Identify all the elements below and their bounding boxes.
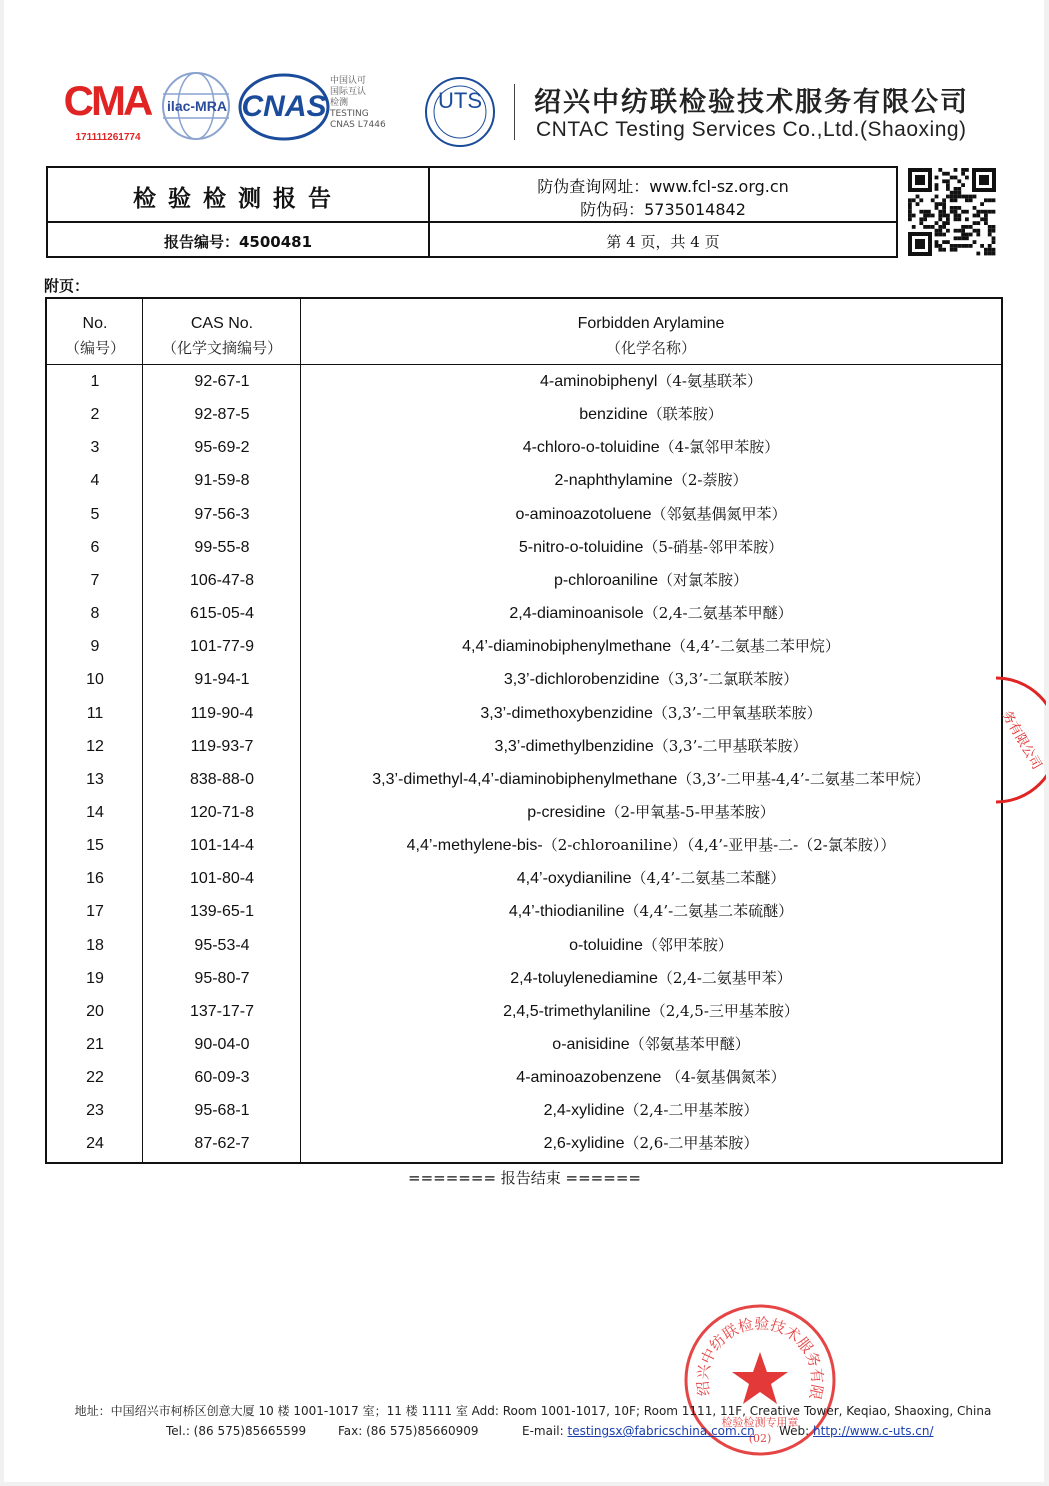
row-chemical-name (301, 630, 1001, 663)
row-chemical-name (301, 697, 1001, 730)
email-link[interactable]: testingsx@fabricschina.com.cn (567, 1424, 755, 1438)
report-header-box (46, 166, 898, 258)
row-chemical-name (301, 398, 1001, 431)
chemical-name-en: 5-nitro-o-toluidine (518, 538, 644, 556)
row-number: 14 (86, 803, 104, 821)
row-chemical-name (301, 531, 1001, 564)
row-cas-number: 95-53-4 (194, 936, 250, 954)
row-chemical-name (301, 498, 1001, 531)
chemical-name-en: 2,4,5-trimethylaniline (503, 1002, 651, 1020)
row-cas-number: 95-80-7 (194, 969, 250, 987)
chemical-name-cn: （3,3’-二甲氧基联苯胺） (652, 703, 822, 722)
report-title: 检验检测报告 (133, 185, 343, 212)
table-row (47, 829, 1001, 862)
cnas-side-line: 中国认可 (330, 76, 367, 86)
row-cas-number: 139-65-1 (189, 903, 255, 921)
table-row (47, 498, 1001, 531)
chemical-name-cn: （邻氨基偶氮甲苯） (651, 504, 787, 523)
cnas-side-line: CNAS L7446 (330, 120, 386, 130)
header-name: Forbidden Arylamine （化学名称） (577, 315, 725, 357)
row-cas-number: 92-87-5 (194, 406, 250, 424)
row-cas-number: 99-55-8 (194, 538, 250, 556)
row-cas-number: 90-04-0 (194, 1036, 250, 1053)
row-cas-number: 101-80-4 (189, 870, 255, 888)
header-cas: CAS No. （化学文摘编号） (161, 315, 282, 357)
table-row (47, 1028, 1001, 1061)
cnas-side-text (330, 76, 410, 131)
chemical-name-cn: （2,6-二甲基苯胺） (624, 1134, 759, 1153)
row-number: 18 (86, 936, 104, 954)
row-number: 3 (90, 439, 100, 457)
qr-code-icon (906, 166, 998, 258)
chemical-name-cn: （4,4’-二氨基二苯硫醚） (624, 902, 794, 921)
chemical-name-en: 4,4’-oxydianiline (516, 870, 632, 888)
chemical-name-cn: （2-甲氧基-5-甲基苯胺） (605, 802, 775, 821)
ilac-mra-text: ilac-MRA (167, 98, 227, 114)
row-cas-number: 95-68-1 (194, 1102, 250, 1120)
row-number: 4 (90, 472, 100, 490)
row-number: 5 (90, 505, 100, 523)
table-row (47, 862, 1001, 895)
chemical-name-cn: （邻甲苯胺） (642, 935, 733, 954)
table-row (47, 763, 1001, 796)
row-cas-number: 60-09-3 (194, 1069, 250, 1087)
row-chemical-name (301, 365, 1001, 398)
row-number: 21 (86, 1036, 104, 1053)
table-row (47, 697, 1001, 730)
chemical-name-en: 4-aminoazobenzene (516, 1069, 662, 1087)
chemical-name-en: 3,3’-dimethyl-4,4’-diaminobiphenylmethane (372, 770, 678, 788)
cnas-side-line: 国际互认 (330, 87, 367, 97)
table-row (47, 630, 1001, 663)
cnas-logo (238, 72, 328, 142)
row-cas-number: 119-90-4 (190, 704, 254, 722)
chemical-name-en: o-toluidine (569, 936, 643, 954)
row-cas-number: 91-94-1 (194, 671, 250, 689)
row-number: 8 (90, 605, 100, 623)
side-stamp-text: 务有限公司 (998, 708, 1045, 773)
chemical-name-en: p-cresidine (527, 803, 606, 821)
cnas-side-line: 检测 (330, 98, 349, 108)
row-cas-number: 91-59-8 (194, 472, 250, 490)
table-row (47, 1061, 1001, 1094)
company-name-cn: 绍兴中纺联检验技术服务有限公司 (534, 87, 969, 118)
row-number: 15 (86, 837, 104, 855)
row-chemical-name (301, 862, 1001, 895)
page-info: 第 4 页，共 4 页 (606, 233, 720, 251)
stamp-center-text: 检验检测专用章 (721, 1416, 799, 1429)
footer-address: 地址：中国绍兴市柯桥区创意大厦 10 楼 1001-1017 室；11 楼 1111 室 Add: Room 1001-1017, 10F; Room 1111, 11F, Creative Tower, Keqiao, Shaoxing, China (74, 1404, 992, 1418)
chemical-name-en: 3,3’-dimethylbenzidine (494, 737, 654, 755)
row-cas-number: 106-47-8 (189, 571, 255, 589)
table-row (47, 730, 1001, 763)
row-number: 23 (86, 1102, 104, 1120)
row-chemical-name (301, 763, 1001, 796)
header-no: No. （编号） (64, 315, 125, 357)
arylamine-table (45, 297, 1003, 1164)
row-cas-number: 101-14-4 (189, 837, 255, 855)
row-cas-number: 97-56-3 (194, 505, 250, 523)
row-cas-number: 119-93-7 (190, 737, 254, 755)
chemical-name-en: 2,6-xylidine (543, 1135, 625, 1153)
chemical-name-en: 2-naphthylamine (554, 472, 673, 490)
chemical-name-cn: （2,4-二氨基甲苯） (657, 968, 792, 987)
row-chemical-name (301, 431, 1001, 464)
row-number: 11 (86, 704, 104, 722)
row-chemical-name (301, 597, 1001, 630)
row-number: 20 (86, 1002, 104, 1020)
row-cas-number: 87-62-7 (194, 1135, 250, 1153)
chemical-name-en: 4-aminobiphenyl (539, 373, 658, 390)
company-name-en: CNTAC Testing Services Co.,Ltd.(Shaoxing) (536, 118, 967, 141)
table-row (47, 1094, 1001, 1127)
row-chemical-name (301, 464, 1001, 497)
row-chemical-name (301, 564, 1001, 597)
header-divider (514, 84, 515, 140)
chemical-name-cn: （4,4’-二氨基二苯醚） (631, 869, 786, 888)
table-row (47, 663, 1001, 696)
footer-email: E-mail: testingsx@fabricschina.com.cn (522, 1424, 755, 1438)
row-number: 13 (86, 770, 104, 788)
cnas-logo-text: CNAS (241, 90, 327, 123)
row-number: 24 (86, 1135, 104, 1153)
uts-logo-text: UTS (438, 88, 482, 113)
table-row (47, 431, 1001, 464)
table-row (47, 464, 1001, 497)
table-row (47, 796, 1001, 829)
row-number: 2 (90, 406, 100, 424)
chemical-name-en: o-anisidine (552, 1036, 630, 1053)
chemical-name-en: 4,4’-thiodianiline (508, 903, 625, 921)
chemical-name-cn: （2,4,5-三甲基苯胺） (650, 1001, 799, 1020)
row-number: 7 (90, 571, 100, 589)
row-number: 22 (86, 1069, 104, 1087)
chemical-name-cn: （2-萘胺） (672, 471, 748, 490)
chemical-name-en: p-chloroaniline (553, 571, 659, 589)
ilac-mra-logo (160, 70, 232, 142)
chemical-name-cn: （2,4-二甲基苯胺） (624, 1101, 759, 1120)
table-row (47, 1127, 1001, 1160)
chemical-name-en: benzidine (579, 406, 648, 424)
footer-tel: Tel.: (86 575)85665599 (166, 1424, 307, 1438)
row-chemical-name (301, 962, 1001, 995)
row-number: 1 (90, 373, 100, 390)
table-row (47, 398, 1001, 431)
row-number: 17 (86, 903, 104, 921)
row-cas-number: 101-77-9 (189, 638, 255, 656)
chemical-name-cn: （4-氯邻甲苯胺） (659, 438, 780, 457)
stamp-ring-text: 绍兴中纺联检验技术服务有限 (693, 1314, 827, 1402)
row-number: 10 (86, 671, 104, 689)
side-stamp-icon (990, 674, 1046, 806)
row-cas-number: 95-69-2 (194, 439, 250, 457)
table-row (47, 531, 1001, 564)
cma-logo-text: CMA (63, 77, 151, 124)
row-chemical-name (301, 730, 1001, 763)
row-number: 6 (90, 538, 100, 556)
row-chemical-name (301, 663, 1001, 696)
chemical-name-cn: （邻氨基苯甲醚） (629, 1035, 750, 1053)
web-link[interactable]: http://www.c-uts.cn/ (813, 1424, 934, 1438)
row-cas-number: 615-05-4 (189, 605, 255, 623)
row-chemical-name (301, 995, 1001, 1028)
row-chemical-name (301, 829, 1001, 862)
chemical-name-en: 2,4-toluylenediamine (510, 969, 658, 987)
row-chemical-name (301, 1028, 1001, 1061)
report-end-mark: ======= 报告结束 ====== (408, 1169, 641, 1187)
row-chemical-name (301, 1094, 1001, 1127)
table-row (47, 962, 1001, 995)
report-number: 报告编号：4500481 (163, 233, 313, 251)
chemical-name-en: o-aminoazotoluene (515, 505, 652, 523)
chemical-name-cn: （2,4-二氨基苯甲醚） (643, 604, 793, 623)
row-chemical-name (301, 929, 1001, 962)
chemical-name-en: 4-chloro-o-toluidine (522, 439, 660, 457)
chemical-name-cn: （4-氨基偶氮苯） (661, 1068, 786, 1087)
table-row (47, 597, 1001, 630)
row-cas-number: 92-67-1 (194, 373, 250, 390)
chemical-name-cn: （3,3’-二甲基联苯胺） (653, 736, 808, 755)
footer-fax: Fax: (86 575)85660909 (338, 1424, 479, 1438)
footer-web: Web: http://www.c-uts.cn/ (779, 1424, 934, 1438)
table-row (47, 895, 1001, 928)
row-number: 9 (90, 638, 100, 656)
row-chemical-name (301, 895, 1001, 928)
chemical-name-cn: （联苯胺） (647, 405, 723, 424)
chemical-name-en: 2,4-xylidine (543, 1102, 625, 1120)
table-row (47, 929, 1001, 962)
chemical-name-en: 2,4-diaminoanisole (509, 605, 644, 623)
chemical-name-cn: （4-氨基联苯） (657, 372, 763, 390)
chemical-name-cn: （对氯苯胺） (658, 570, 749, 589)
cma-number: 171111261774 (75, 132, 141, 143)
table-row (47, 995, 1001, 1028)
table-row (47, 365, 1001, 398)
chemical-name-en: 3,3’-dichlorobenzidine (503, 671, 660, 689)
row-cas-number: 838-88-0 (189, 770, 255, 788)
verify-code: 防伪码：5735014842 (580, 200, 746, 219)
row-number: 12 (86, 737, 104, 755)
chemical-name-en: 4,4’-diaminobiphenylmethane (462, 638, 672, 656)
verify-url: 防伪查询网址：www.fcl-sz.org.cn (537, 177, 789, 196)
chemical-name-en: 4,4’-methylene-bis- (406, 837, 543, 855)
row-number: 19 (86, 969, 104, 987)
appendix-label: 附页： (44, 277, 90, 295)
chemical-name-en: 3,3’-dimethoxybenzidine (480, 704, 653, 722)
chemical-name-cn: （5-硝基-邻甲苯胺） (643, 537, 784, 556)
row-chemical-name (301, 1127, 1001, 1160)
cnas-side-line: TESTING (330, 109, 369, 119)
uts-logo (424, 76, 496, 148)
stamp-code: (02) (748, 1432, 772, 1445)
chemical-name-cn: （4,4’-二氨基二苯甲烷） (671, 637, 840, 656)
chemical-name-cn: （3,3’-二氯联苯胺） (659, 670, 799, 689)
row-chemical-name (301, 796, 1001, 829)
row-number: 16 (86, 870, 104, 888)
row-cas-number: 137-17-7 (189, 1002, 255, 1020)
chemical-name-cn: （3,3’-二甲基-4,4’-二氨基二苯甲烷） (677, 769, 930, 788)
row-cas-number: 120-71-8 (189, 803, 255, 821)
table-row (47, 564, 1001, 597)
row-chemical-name (301, 1061, 1001, 1094)
cma-logo (62, 78, 152, 148)
chemical-name-cn: （2-chloroaniline）（4,4’-亚甲基-二-（2-氯苯胺）） (542, 836, 896, 855)
